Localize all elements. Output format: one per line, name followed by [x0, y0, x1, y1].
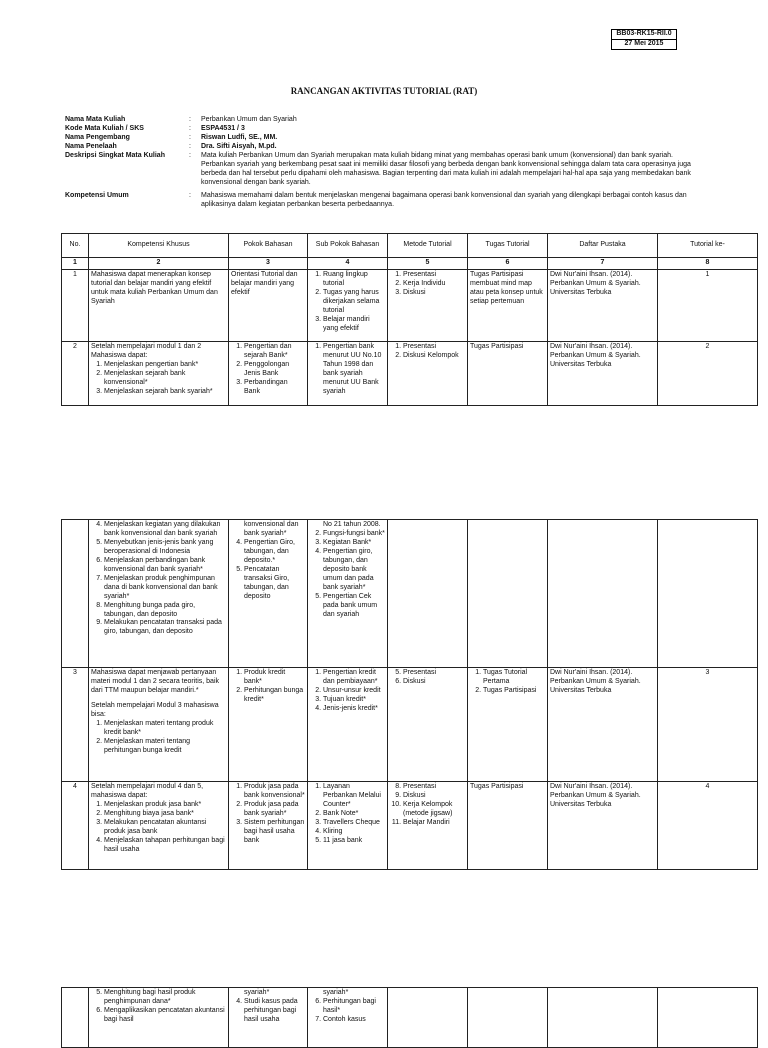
list-item: 4. Kliring — [323, 828, 385, 837]
row-no: 1 — [62, 269, 89, 341]
list-item: 3. Diskusi — [403, 289, 465, 298]
numbered-list — [231, 539, 305, 602]
meta-row — [65, 134, 705, 143]
meta-colon: : — [189, 116, 191, 123]
tutorial-ke — [658, 520, 758, 668]
list-item: 6. Menjelaskan perbandingan bank konvensional dan bank syariah* — [104, 557, 226, 575]
list-item: 1. Pengertian dan sejarah Bank* — [244, 343, 305, 361]
header-pokok-bahasan: Pokok Bahasan — [229, 234, 308, 258]
list-item: 3. Perbandingan Bank — [244, 379, 305, 397]
meta-row — [65, 152, 705, 188]
meta-label: Deskripsi Singkat Mata Kuliah — [65, 151, 165, 159]
kompetensi-khusus — [89, 782, 229, 870]
table-header-row — [62, 234, 758, 258]
document-date: 27 Mei 2015 — [612, 40, 677, 50]
list-item: 2. Tugas yang harus dikerjakan selama tutorial — [323, 289, 385, 316]
kompetensi-intro: Setelah mempelajari modul 4 dan 5, mahasiswa dapat: — [91, 783, 204, 799]
pokok-bahasan — [229, 520, 308, 668]
column-number: 8 — [658, 258, 758, 270]
meta-colon: : — [189, 191, 191, 199]
list-item: 5. Pencatatan transaksi Giro, tabungan, dan deposito — [244, 566, 305, 602]
list-item: 2. Menjelaskan materi tentang perhitungan bunga kredit — [104, 738, 226, 756]
kompetensi-khusus — [89, 668, 229, 782]
tugas-tutorial: Tugas Partisipasi — [468, 341, 548, 405]
numbered-list — [390, 783, 465, 828]
list-item: 2. Unsur-unsur kredit — [323, 687, 385, 696]
list-item: 7. Contoh kasus — [323, 1016, 385, 1025]
list-item: 4. Pengertian giro, tabungan, dan deposito bank umum dan pada bank syariah* — [323, 548, 385, 593]
meta-label: Kode Mata Kuliah / SKS — [65, 124, 144, 132]
tutorial-ke: 1 — [658, 269, 758, 341]
sub-pokok-bahasan — [308, 782, 388, 870]
list-item: 3. Sistem perhitungan bagi hasil usaha bank — [244, 819, 305, 846]
list-item: 6. Mengaplikasikan pencatatan akuntansi bagi hasil — [104, 1007, 226, 1025]
header-tutorial-ke: Tutorial ke- — [658, 234, 758, 258]
list-item: 11. Belajar Mandiri — [403, 819, 465, 828]
numbered-list — [91, 801, 226, 855]
pokok-continued: syariah* — [244, 989, 270, 996]
numbered-list — [310, 669, 385, 714]
numbered-list — [310, 998, 385, 1025]
sub-pokok-bahasan — [308, 269, 388, 341]
document-code-box — [611, 29, 677, 50]
list-item: 1. Menjelaskan produk jasa bank* — [104, 801, 226, 810]
header-sub-pokok-bahasan: Sub Pokok Bahasan — [308, 234, 388, 258]
meta-row — [65, 192, 705, 210]
list-item: 2. Kerja Individu — [403, 280, 465, 289]
meta-row — [65, 143, 705, 152]
tugas-tutorial — [468, 988, 548, 1048]
meta-value: Mahasiswa memahami dalam bentuk menjelaskan mengenai bagaimana operasi bank konvensional dan syariah yang dilengkapi berbagai contoh kasus dan aplikasinya dalam kegiatan perbankan beserta perbedaannya. — [201, 191, 687, 208]
column-number: 1 — [62, 258, 89, 270]
table-row — [62, 269, 758, 341]
numbered-list — [390, 271, 465, 298]
meta-colon: : — [189, 142, 191, 150]
rat-table-page-2 — [61, 519, 758, 870]
list-item: 1. Pengertian bank menurut UU No.10 Tahun 1998 dan bank syariah menurut UU Bank syariah — [323, 343, 385, 397]
list-item: 9. Melakukan pencatatan transaksi pada giro, tabungan, dan deposito — [104, 619, 226, 637]
list-item: 1. Menjelaskan materi tentang produk kredit bank* — [104, 720, 226, 738]
tugas-tutorial: Tugas Partisipasi — [468, 782, 548, 870]
list-item: 10. Kerja Kelompok (metode jigsaw) — [403, 801, 465, 819]
table-row — [62, 668, 758, 782]
kompetensi-khusus — [89, 341, 229, 405]
row-no: 2 — [62, 341, 89, 405]
list-item: 5. Menghitung bagi hasil produk penghimpunan dana* — [104, 989, 226, 1007]
list-item: 6. Perhitungan bagi hasil* — [323, 998, 385, 1016]
tutorial-ke: 3 — [658, 668, 758, 782]
sub-continued: syariah* — [323, 989, 349, 996]
sub-pokok-bahasan — [308, 341, 388, 405]
list-item: 2. Menghitung biaya jasa bank* — [104, 810, 226, 819]
daftar-pustaka — [548, 520, 658, 668]
meta-label: Nama Penelaah — [65, 142, 117, 150]
meta-label: Kompetensi Umum — [65, 191, 129, 199]
list-item: 2. Perhitungan bunga kredit* — [244, 687, 305, 705]
list-item: 2. Produk jasa pada bank syariah* — [244, 801, 305, 819]
table-row-continued — [62, 988, 758, 1048]
numbered-list — [470, 669, 545, 696]
meta-value: Mata kuliah Perbankan Umum dan Syariah merupakan mata kuliah bidang minat yang membahas operasi bank umum (konvensional) dan bank syariah. Perbankan syariah yang berkembang pesat saat ini memiliki dasar filosofi yang berbeda dengan bank konvensional sehingga dalam tata cara operasinya juga berbeda dan hal tersebut perlu dipahami oleh mahasiswa. Bagian terpenting dari mata kuliah ini adalah mempelajari hal-hal apa saja yang membedakan bank konvensional dengan bank syariah. — [201, 151, 691, 186]
list-item: 2. Bank Note* — [323, 810, 385, 819]
metode-tutorial — [388, 668, 468, 782]
numbered-list — [390, 343, 465, 361]
row-no — [62, 988, 89, 1048]
column-number: 4 — [308, 258, 388, 270]
tugas-tutorial: Tugas Partisipasi membuat mind map atau peta konsep untuk setiap pertemuan — [468, 269, 548, 341]
numbered-list — [231, 783, 305, 846]
list-item: 4. Studi kasus pada perhitungan bagi hasil usaha — [244, 998, 305, 1025]
header-daftar-pustaka: Daftar Pustaka — [548, 234, 658, 258]
list-item: 5. Pengertian Cek pada bank umum dan syariah — [323, 593, 385, 620]
table-row-continued — [62, 520, 758, 668]
row-no — [62, 520, 89, 668]
numbered-list — [91, 361, 226, 397]
list-item: 2. Penggolongan Jenis Bank — [244, 361, 305, 379]
numbered-list — [91, 521, 226, 637]
pokok-bahasan: Orientasi Tutorial dan belajar mandiri yang efektif — [229, 269, 308, 341]
numbered-list — [310, 530, 385, 620]
numbered-list — [231, 669, 305, 705]
sub-pokok-bahasan — [308, 668, 388, 782]
course-info — [65, 116, 705, 210]
metode-tutorial — [388, 988, 468, 1048]
list-item: 1. Menjelaskan pengertian bank* — [104, 361, 226, 370]
numbered-list — [310, 783, 385, 846]
list-item: 1. Tugas Tutorial Pertama — [483, 669, 545, 687]
sub-pokok-bahasan — [308, 520, 388, 668]
meta-colon: : — [189, 151, 191, 159]
row-no: 4 — [62, 782, 89, 870]
list-item: 1. Layanan Perbankan Melalui Counter* — [323, 783, 385, 810]
column-number: 7 — [548, 258, 658, 270]
document-code: BB03-RK15-RII.0 — [612, 30, 677, 40]
list-item: 1. Presentasi — [403, 343, 465, 352]
daftar-pustaka: Dwi Nur'aini Ihsan. (2014). Perbankan Umum & Syariah. Universitas Terbuka — [548, 269, 658, 341]
list-item: 7. Menjelaskan produk penghimpunan dana di bank konvensional dan bank syariah* — [104, 575, 226, 602]
list-item: 1. Produk jasa pada bank konvensional* — [244, 783, 305, 801]
list-item: 4. Pengertian Giro, tabungan, dan deposito.* — [244, 539, 305, 566]
table-row — [62, 782, 758, 870]
pokok-continued: konvensional dan bank syariah* — [244, 521, 299, 537]
kompetensi-khusus — [89, 988, 229, 1048]
list-item: 4. Jenis-jenis kredit* — [323, 705, 385, 714]
metode-tutorial — [388, 782, 468, 870]
kompetensi-intro: Setelah mempelajari Modul 3 mahasiswa bisa: — [91, 701, 219, 718]
kompetensi-intro: Setelah mempelajari modul 1 dan 2 Mahasiswa dapat: — [91, 342, 202, 359]
daftar-pustaka: Dwi Nur'aini Ihsan. (2014). Perbankan Umum & Syariah. Universitas Terbuka — [548, 782, 658, 870]
header-metode-tutorial: Metode Tutorial — [388, 234, 468, 258]
pokok-bahasan — [229, 668, 308, 782]
list-item: 2. Tugas Partisipasi — [483, 687, 545, 696]
list-item: 4. Menjelaskan kegiatan yang dilakukan bank konvensional dan bank syariah — [104, 521, 226, 539]
meta-colon: : — [189, 124, 191, 132]
tutorial-ke — [658, 988, 758, 1048]
meta-value: Dra. Sifti Aisyah, M.pd. — [201, 142, 277, 150]
pokok-bahasan — [229, 988, 308, 1048]
meta-value: Riswan Ludfi, SE., MM. — [201, 133, 278, 141]
numbered-list — [91, 989, 226, 1025]
sub-pokok-bahasan — [308, 988, 388, 1048]
list-item: 1. Produk kredit bank* — [244, 669, 305, 687]
tutorial-ke: 2 — [658, 341, 758, 405]
list-item: 3. Menjelaskan sejarah bank syariah* — [104, 388, 226, 397]
meta-value: Perbankan Umum dan Syariah — [201, 116, 297, 123]
list-item: 3. Melakukan pencatatan akuntansi produk jasa bank — [104, 819, 226, 837]
list-item: 5. Menyebutkan jenis-jenis bank yang beroperasional di Indonesia — [104, 539, 226, 557]
kompetensi-paragraph: Mahasiswa dapat menjawab pertanyaan materi modul 1 dan 2 secara teoritis, baik dari TTM maupun belajar mandiri.* — [91, 669, 220, 694]
tugas-tutorial — [468, 668, 548, 782]
numbered-list — [310, 343, 385, 397]
header-tugas-tutorial: Tugas Tutorial — [468, 234, 548, 258]
column-number: 3 — [229, 258, 308, 270]
list-item: 2. Menjelaskan sejarah bank konvensional* — [104, 370, 226, 388]
list-item: 3. Kegiatan Bank* — [323, 539, 385, 548]
list-item: 6. Diskusi — [403, 678, 465, 687]
header-no: No. — [62, 234, 89, 258]
document-title: RANCANGAN AKTIVITAS TUTORIAL (RAT) — [290, 86, 478, 96]
header-kompetensi-khusus: Kompetensi Khusus — [89, 234, 229, 258]
list-item: 3. Tujuan kredit* — [323, 696, 385, 705]
kompetensi-khusus: Mahasiswa dapat menerapkan konsep tutorial dan belajar mandiri yang efektif untuk mata kuliah Perbankan Umum dan Syariah — [89, 269, 229, 341]
numbered-list — [390, 669, 465, 687]
list-item: 1. Ruang lingkup tutorial — [323, 271, 385, 289]
column-number: 2 — [89, 258, 229, 270]
list-item: 2. Fungsi-fungsi bank* — [323, 530, 385, 539]
tugas-tutorial — [468, 520, 548, 668]
list-item: 1. Pengertian kredit dan pembiayaan* — [323, 669, 385, 687]
meta-row — [65, 125, 705, 134]
rat-table-page-3 — [61, 987, 758, 1048]
sub-continued: No 21 tahun 2008. — [323, 521, 381, 528]
list-item: 2. Diskusi Kelompok — [403, 352, 465, 361]
list-item: 1. Presentasi — [403, 271, 465, 280]
meta-label: Nama Mata Kuliah — [65, 116, 126, 123]
column-number: 5 — [388, 258, 468, 270]
tutorial-ke: 4 — [658, 782, 758, 870]
daftar-pustaka: Dwi Nur'aini Ihsan. (2014). Perbankan Umum & Syariah. Universitas Terbuka — [548, 668, 658, 782]
daftar-pustaka — [548, 988, 658, 1048]
daftar-pustaka: Dwi Nur'aini Ihsan. (2014). Perbankan Umum & Syariah. Universitas Terbuka — [548, 341, 658, 405]
pokok-bahasan — [229, 341, 308, 405]
list-item: 4. Menjelaskan tahapan perhitungan bagi hasil usaha — [104, 837, 226, 855]
numbered-list — [231, 343, 305, 397]
meta-value: ESPA4531 / 3 — [201, 124, 245, 132]
list-item: 3. Belajar mandiri yang efektif — [323, 316, 385, 334]
column-number-row — [62, 258, 758, 270]
column-number: 6 — [468, 258, 548, 270]
table-row — [62, 341, 758, 405]
list-item: 9. Diskusi — [403, 792, 465, 801]
list-item: 8. Presentasi — [403, 783, 465, 792]
list-item: 3. Travellers Cheque — [323, 819, 385, 828]
metode-tutorial — [388, 269, 468, 341]
meta-colon: : — [189, 133, 191, 141]
row-no: 3 — [62, 668, 89, 782]
meta-row — [65, 116, 705, 125]
numbered-list — [310, 271, 385, 334]
kompetensi-khusus — [89, 520, 229, 668]
pokok-bahasan — [229, 782, 308, 870]
rat-table-page-1 — [61, 233, 758, 406]
numbered-list — [91, 720, 226, 756]
meta-label: Nama Pengembang — [65, 133, 130, 141]
metode-tutorial — [388, 341, 468, 405]
list-item: 5. 11 jasa bank — [323, 837, 385, 846]
list-item: 5. Presentasi — [403, 669, 465, 678]
numbered-list — [231, 998, 305, 1025]
metode-tutorial — [388, 520, 468, 668]
list-item: 8. Menghitung bunga pada giro, tabungan, dan deposito — [104, 602, 226, 620]
